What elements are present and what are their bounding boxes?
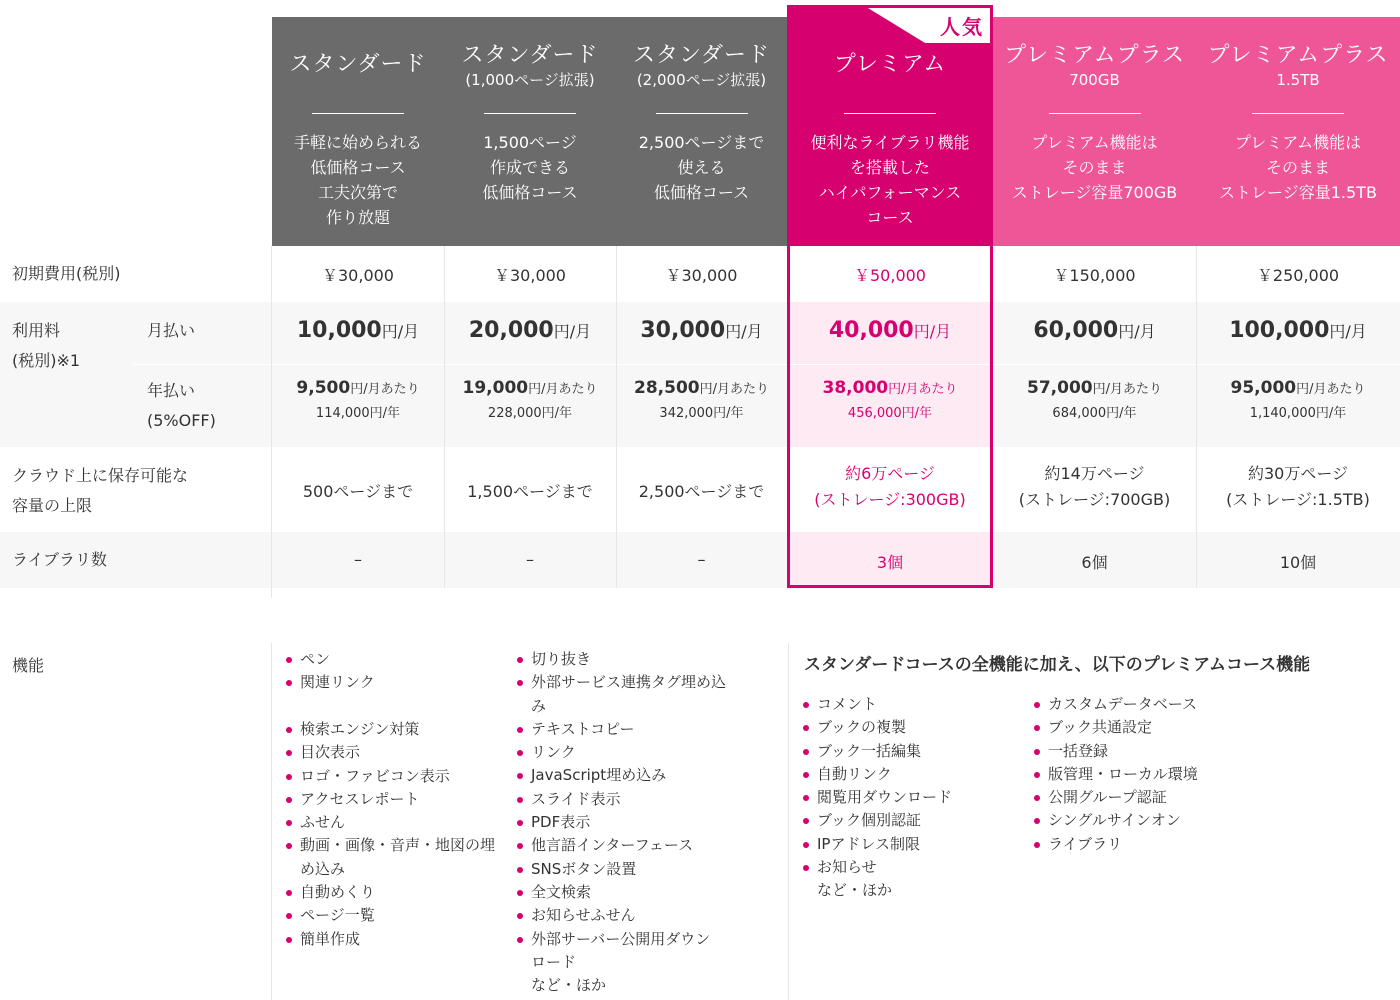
monthly-price: 40,000 — [828, 318, 914, 343]
plan-header-standard-1000 — [444, 17, 616, 246]
capacity-cell: 2,500ページまで — [638, 482, 765, 501]
list-item: 閲覧用ダウンロード — [803, 786, 1023, 809]
plan-header-standard-2000 — [616, 17, 787, 246]
list-item: テキストコピー — [517, 718, 747, 741]
row-label: 利用料 (税別)※1 — [12, 321, 81, 370]
row-libraries — [0, 532, 1400, 588]
row-label: クラウド上に保存可能な 容量の上限 — [12, 466, 189, 515]
list-item: 簡単作成 — [286, 928, 511, 951]
list-item: 自動めくり — [286, 881, 511, 904]
libraries-cell: 10個 — [1279, 553, 1317, 572]
capacity-cell: 約6万ページ (ストレージ:300GB) — [814, 464, 966, 509]
yearly-price: 9,500 — [296, 378, 351, 398]
list-item: PDF表示 — [517, 811, 747, 834]
divider — [1049, 113, 1141, 114]
list-item: 動画・画像・音声・地図の埋 め込み — [286, 834, 511, 881]
monthly-unit: 円/月 — [725, 322, 763, 341]
yearly-total: 684,000円/年 — [1052, 406, 1137, 421]
column-divider — [616, 246, 617, 588]
list-item: アクセスレポート — [286, 788, 511, 811]
monthly-price: 10,000 — [296, 318, 382, 343]
plan-subname: 1.5TB — [1276, 71, 1320, 89]
list-item: 検索エンジン対策 — [286, 718, 511, 741]
list-item: IPアドレス制限 — [803, 833, 1023, 856]
list-item: ロゴ・ファビコン表示 — [286, 765, 511, 788]
divider — [484, 113, 576, 114]
yearly-unit: 円/月あたり — [350, 382, 420, 397]
list-item: ブック個別認証 — [803, 809, 1023, 832]
list-item: 関連リンク — [286, 671, 511, 694]
plan-description: 1,500ページ 作成できる 低価格コース — [482, 133, 578, 202]
monthly-price: 20,000 — [468, 318, 554, 343]
plan-header-premium-plus-1500 — [1196, 17, 1400, 246]
premium-features-list-1 — [803, 693, 1023, 903]
plan-description: 手軽に始められる 低価格コース 工夫次第で 作り放題 — [293, 133, 422, 227]
premium-features-list-2 — [1034, 693, 1264, 856]
yearly-price: 19,000 — [462, 378, 529, 398]
monthly-price: 100,000 — [1229, 318, 1330, 343]
yearly-price: 95,000 — [1230, 378, 1297, 398]
divider — [312, 113, 404, 114]
plan-name: プレミアム — [833, 52, 947, 77]
initial-fee-cell: ￥150,000 — [1053, 266, 1136, 285]
list-item: 外部サーバー公開用ダウン ロード — [517, 928, 747, 975]
monthly-price-cell — [444, 318, 616, 343]
monthly-unit: 円/月 — [553, 322, 592, 341]
initial-fee-cell: ￥50,000 — [854, 266, 926, 285]
yearly-price-cell — [787, 378, 993, 421]
monthly-price-cell — [993, 318, 1196, 343]
monthly-price-cell — [616, 318, 787, 343]
initial-fee-cell: ￥250,000 — [1256, 266, 1340, 285]
yearly-price-cell — [272, 378, 444, 421]
plan-header-premium-plus-700 — [993, 17, 1196, 246]
plan-name: スタンダード — [289, 52, 427, 77]
list-item: スライド表示 — [517, 788, 747, 811]
libraries-cell: 6個 — [1081, 553, 1108, 572]
monthly-label: 月払い — [147, 321, 196, 340]
plan-description: 便利なライブラリ機能 を搭載した ハイパフォーマンス コース — [810, 133, 970, 227]
list-item: 全文検索 — [517, 881, 747, 904]
yearly-total: 228,000円/年 — [487, 406, 573, 421]
yearly-unit: 円/月あたり — [888, 382, 958, 397]
yearly-price: 28,500 — [634, 378, 700, 398]
row-label: 初期費用(税別) — [12, 264, 121, 283]
yearly-unit: 円/月あたり — [1296, 382, 1366, 397]
list-item: カスタムデータベース — [1034, 693, 1264, 716]
list-item: リンク — [517, 741, 747, 764]
list-item: ペン — [286, 648, 511, 671]
yearly-unit: 円/月あたり — [528, 382, 598, 397]
libraries-cell: – — [354, 550, 362, 569]
plan-description: プレミアム機能は そのまま ストレージ容量700GB — [1011, 133, 1178, 202]
yearly-price-cell — [1196, 378, 1400, 421]
yearly-total: 456,000円/年 — [847, 406, 933, 421]
plan-subname: 700GB — [1069, 71, 1120, 89]
list-item: 自動リンク — [803, 763, 1023, 786]
list-item: SNSボタン設置 — [517, 858, 747, 881]
list-item: ブック一括編集 — [803, 740, 1023, 763]
row-usage-fee — [0, 302, 1400, 447]
yearly-price-cell — [616, 378, 787, 421]
capacity-cell: 約14万ページ (ストレージ:700GB) — [1018, 464, 1171, 509]
monthly-price-cell — [1196, 318, 1400, 343]
libraries-cell: 3個 — [876, 553, 904, 572]
list-item: ブック共通設定 — [1034, 716, 1264, 739]
popular-badge: 人気 — [940, 15, 984, 39]
monthly-unit: 円/月 — [913, 322, 952, 341]
monthly-price: 30,000 — [640, 318, 726, 343]
list-item: JavaScript埋め込み — [517, 764, 747, 787]
standard-features-list-1 — [286, 648, 511, 695]
column-divider — [1196, 246, 1197, 588]
list-item: お知らせ — [803, 856, 1023, 879]
yearly-total: 1,140,000円/年 — [1249, 406, 1347, 421]
yearly-total: 342,000円/年 — [659, 406, 744, 421]
monthly-unit: 円/月 — [1118, 322, 1156, 341]
row-capacity — [0, 447, 1400, 532]
initial-fee-cell: ￥30,000 — [494, 266, 566, 285]
divider — [844, 113, 936, 114]
column-divider — [444, 246, 445, 588]
libraries-cell: – — [697, 550, 706, 569]
yearly-unit: 円/月あたり — [1092, 382, 1162, 397]
row-label: ライブラリ数 — [12, 550, 108, 569]
plan-name: プレミアムプラス — [1004, 43, 1185, 68]
list-item: 公開グループ認証 — [1034, 786, 1264, 809]
column-divider — [271, 643, 272, 1000]
plan-subname: (1,000ページ拡張) — [465, 71, 595, 89]
capacity-cell: 約30万ページ (ストレージ:1.5TB) — [1226, 464, 1370, 509]
plan-name: プレミアムプラス — [1207, 43, 1389, 68]
list-item: 目次表示 — [286, 741, 511, 764]
list-item: ライブラリ — [1034, 833, 1264, 856]
list-item: 外部サービス連携タグ埋め込 み — [517, 671, 747, 718]
capacity-cell: 500ページまで — [302, 482, 414, 501]
list-item: ブックの複製 — [803, 716, 1023, 739]
premium-features-title: スタンダードコースの全機能に加え、以下のプレミアムコース機能 — [804, 655, 1311, 675]
list-item: ふせん — [286, 811, 511, 834]
initial-fee-cell: ￥30,000 — [322, 266, 394, 285]
list-item: シングルサインオン — [1034, 809, 1264, 832]
list-item-etc: など・ほか — [531, 976, 607, 995]
yearly-price: 57,000 — [1027, 378, 1093, 398]
list-item: お知らせふせん — [517, 904, 747, 927]
monthly-price-cell — [787, 318, 993, 343]
price-divider — [132, 364, 1400, 365]
list-item: 版管理・ローカル環境 — [1034, 763, 1264, 786]
column-divider — [788, 643, 789, 1000]
standard-features-list-1b — [286, 718, 511, 951]
plan-description: 2,500ページまで 使える 低価格コース — [638, 133, 765, 202]
list-item: 他言語インターフェース — [517, 834, 747, 857]
row-initial-fee — [0, 246, 1400, 302]
standard-features-list-2 — [517, 648, 747, 997]
yearly-price: 38,000 — [822, 378, 889, 398]
plan-description: プレミアム機能は そのまま ストレージ容量1.5TB — [1219, 133, 1377, 202]
divider — [1252, 113, 1344, 114]
plan-name: スタンダード — [461, 43, 599, 68]
initial-fee-cell: ￥30,000 — [665, 266, 738, 285]
plan-name: スタンダード — [632, 43, 771, 68]
list-item: ページ一覧 — [286, 904, 511, 927]
list-item: 一括登録 — [1034, 740, 1264, 763]
capacity-cell: 1,500ページまで — [467, 482, 593, 501]
features-label: 機能 — [12, 656, 45, 675]
divider — [656, 113, 748, 114]
yearly-total: 114,000円/年 — [315, 406, 401, 421]
column-divider — [271, 246, 272, 598]
monthly-price-cell — [272, 318, 444, 343]
yearly-price-cell — [444, 378, 616, 421]
yearly-unit: 円/月あたり — [699, 382, 769, 397]
yearly-price-cell — [993, 378, 1196, 421]
libraries-cell: – — [526, 550, 534, 569]
monthly-price: 60,000 — [1033, 318, 1119, 343]
monthly-unit: 円/月 — [1329, 322, 1367, 341]
monthly-unit: 円/月 — [381, 322, 420, 341]
list-item: 切り抜き — [517, 648, 747, 671]
plan-subname: (2,000ページ拡張) — [636, 71, 767, 89]
plan-header-standard — [272, 17, 444, 246]
yearly-label: 年払い (5%OFF) — [147, 381, 216, 430]
list-item: コメント — [803, 693, 1023, 716]
list-item-etc: など・ほか — [817, 881, 893, 900]
